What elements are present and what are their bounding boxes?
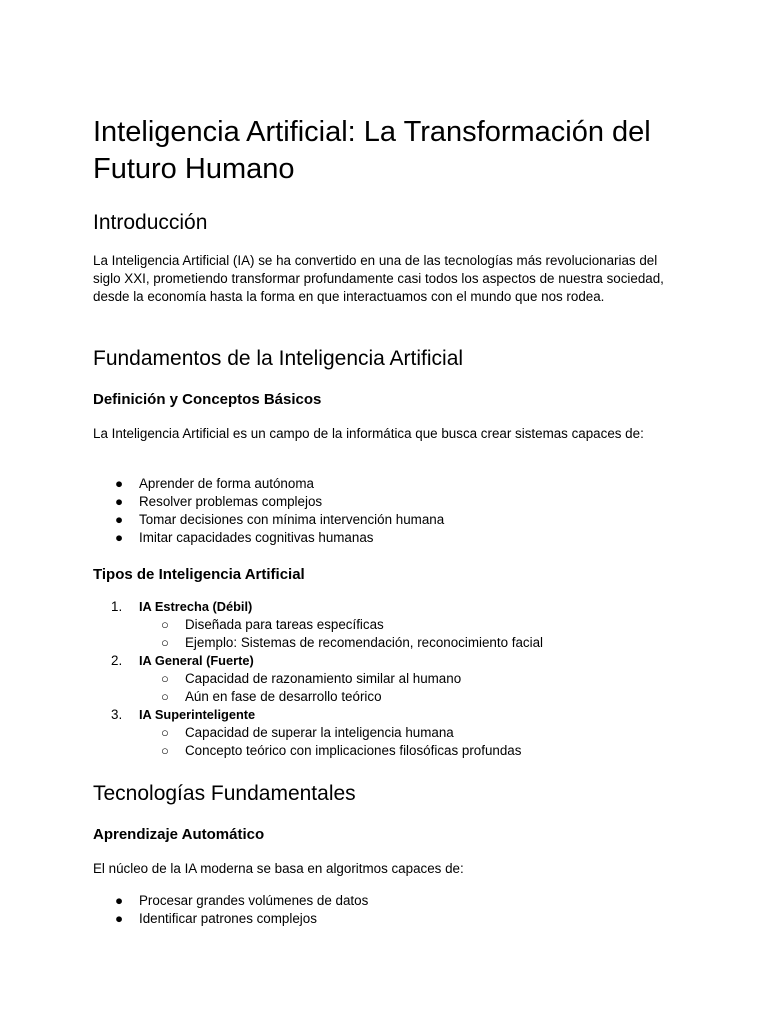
bullet-icon: ● bbox=[115, 911, 124, 926]
circle-bullet-icon: ○ bbox=[161, 689, 169, 704]
list-item bbox=[93, 652, 543, 706]
circle-bullet-icon: ○ bbox=[161, 617, 169, 632]
list-item: ● Identificar patrones complejos bbox=[115, 911, 317, 926]
list-item: ● Aprender de forma autónoma bbox=[115, 476, 314, 491]
bullet-icon: ● bbox=[115, 476, 124, 491]
list-number: 3. bbox=[111, 707, 123, 722]
aprendizaje-heading: Aprendizaje Automático bbox=[93, 826, 265, 843]
sub-list-item: ○ Capacidad de razonamiento similar al humano bbox=[161, 671, 462, 686]
sub-list bbox=[139, 616, 543, 652]
intro-heading: Introducción bbox=[93, 211, 208, 234]
list-item: ● Resolver problemas complejos bbox=[115, 494, 323, 509]
circle-bullet-icon: ○ bbox=[161, 635, 169, 650]
sub-list bbox=[139, 724, 543, 760]
tipos-heading: Tipos de Inteligencia Artificial bbox=[93, 566, 305, 583]
bullet-icon: ● bbox=[115, 512, 124, 527]
sub-list-item: ○ Concepto teórico con implicaciones filosóficas profundas bbox=[161, 743, 522, 758]
fundamentos-heading: Fundamentos de la Inteligencia Artificial bbox=[93, 347, 464, 370]
list-item-label: IA Superinteligente bbox=[139, 707, 256, 722]
sub-list-item: ○ Ejemplo: Sistemas de recomendación, reconocimiento facial bbox=[161, 635, 544, 650]
list-number: 1. bbox=[111, 599, 123, 614]
list-item bbox=[93, 706, 543, 760]
definicion-heading: Definición y Conceptos Básicos bbox=[93, 391, 322, 408]
bullet-icon: ● bbox=[115, 530, 124, 545]
document-title: Inteligencia Artificial: La Transformación del Futuro Humano bbox=[93, 116, 651, 185]
sub-list-item: ○ Diseñada para tareas específicas bbox=[161, 617, 384, 632]
list-item: ● Procesar grandes volúmenes de datos bbox=[115, 893, 369, 908]
list-item-label: IA Estrecha (Débil) bbox=[139, 599, 253, 614]
circle-bullet-icon: ○ bbox=[161, 743, 169, 758]
sub-list-item: ○ Capacidad de superar la inteligencia humana bbox=[161, 725, 454, 740]
list-item: ● Imitar capacidades cognitivas humanas bbox=[115, 530, 374, 545]
list-item-label: IA General (Fuerte) bbox=[139, 653, 254, 668]
aprendizaje-paragraph: El núcleo de la IA moderna se basa en algoritmos capaces de: bbox=[93, 861, 464, 876]
circle-bullet-icon: ○ bbox=[161, 671, 169, 686]
circle-bullet-icon: ○ bbox=[161, 725, 169, 740]
list-item: ● Tomar decisiones con mínima intervención humana bbox=[115, 512, 445, 527]
definicion-paragraph: La Inteligencia Artificial es un campo de la informática que busca crear sistemas capaces de: bbox=[93, 426, 644, 441]
tipos-numbered-list bbox=[93, 598, 543, 760]
sub-list-item: ○ Aún en fase de desarrollo teórico bbox=[161, 689, 382, 704]
bullet-icon: ● bbox=[115, 494, 124, 509]
intro-paragraph: La Inteligencia Artificial (IA) se ha convertido en una de las tecnologías más revolucionarias del siglo XXI, prometiendo transformar profundamente casi todos los aspectos de nuestra sociedad, desde la economía hasta la forma en que interactuamos con el mundo que nos rodea. bbox=[93, 253, 664, 304]
sub-list bbox=[139, 670, 543, 706]
tecnologias-heading: Tecnologías Fundamentales bbox=[93, 782, 356, 805]
list-item bbox=[93, 598, 543, 652]
list-number: 2. bbox=[111, 653, 123, 668]
aprendizaje-bullet-list bbox=[93, 892, 368, 928]
definicion-bullet-list bbox=[93, 475, 444, 547]
bullet-icon: ● bbox=[115, 893, 124, 908]
